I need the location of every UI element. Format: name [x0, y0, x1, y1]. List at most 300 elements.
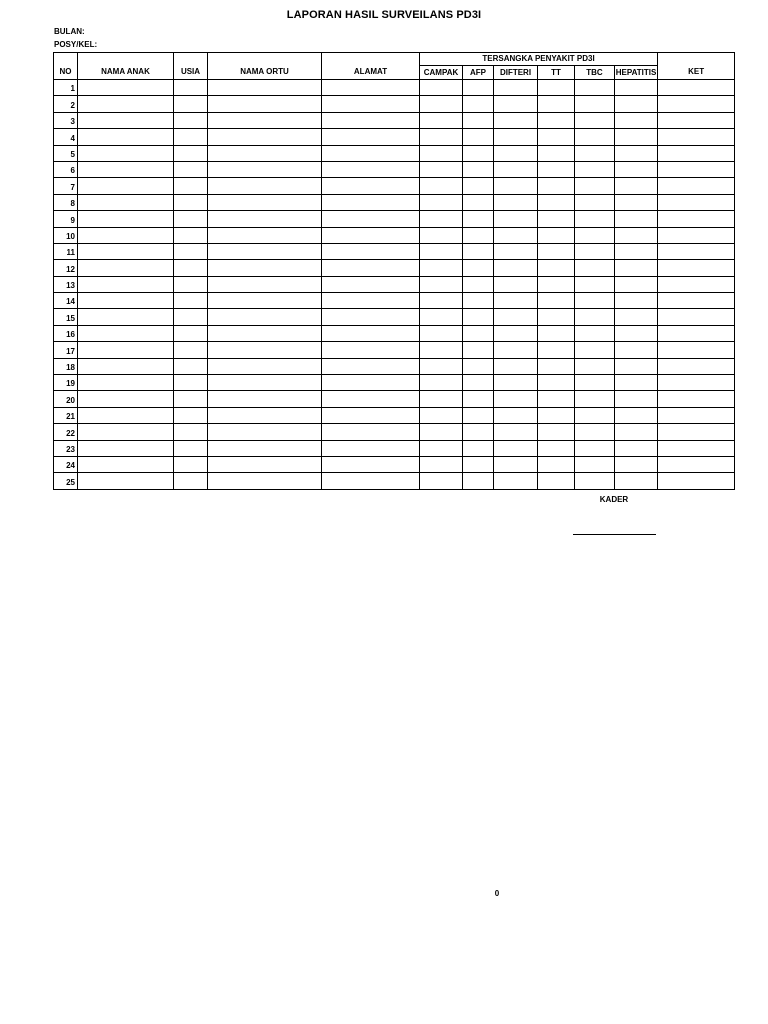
table-cell: [494, 178, 538, 194]
row-number: 15: [54, 309, 78, 325]
table-cell: [174, 375, 208, 391]
table-cell: [420, 112, 463, 128]
table-cell: [78, 407, 174, 423]
table-cell: [208, 276, 322, 292]
table-cell: [208, 456, 322, 472]
row-number: 24: [54, 456, 78, 472]
table-cell: [538, 407, 575, 423]
table-cell: [208, 129, 322, 145]
table-cell: [615, 293, 658, 309]
table-cell: [575, 243, 615, 259]
table-cell: [575, 293, 615, 309]
row-number: 16: [54, 325, 78, 341]
table-cell: [463, 407, 494, 423]
table-cell: [575, 309, 615, 325]
table-cell: [322, 96, 420, 112]
posy-kel-label: POSY/KEL:: [54, 40, 98, 49]
surveillance-table: [53, 52, 735, 490]
table-cell: [615, 391, 658, 407]
table-cell: [494, 129, 538, 145]
table-cell: [322, 161, 420, 177]
table-cell: [494, 325, 538, 341]
table-cell: [78, 194, 174, 210]
table-cell: [78, 276, 174, 292]
table-cell: [322, 424, 420, 440]
table-cell: [174, 473, 208, 489]
table-cell: [78, 375, 174, 391]
table-cell: [420, 80, 463, 96]
table-cell: [463, 456, 494, 472]
table-cell: [494, 424, 538, 440]
table-cell: [658, 293, 735, 309]
table-cell: [463, 473, 494, 489]
table-cell: [658, 375, 735, 391]
table-cell: [463, 211, 494, 227]
row-number: 8: [54, 194, 78, 210]
table-cell: [78, 325, 174, 341]
table-cell: [463, 424, 494, 440]
table-cell: [615, 112, 658, 128]
table-cell: [494, 407, 538, 423]
table-cell: [494, 161, 538, 177]
table-cell: [208, 260, 322, 276]
row-number: 23: [54, 440, 78, 456]
table-cell: [208, 227, 322, 243]
table-cell: [208, 407, 322, 423]
col-header-nama-anak: NAMA ANAK: [78, 53, 174, 80]
table-cell: [78, 260, 174, 276]
table-cell: [494, 342, 538, 358]
table-cell: [658, 145, 735, 161]
table-cell: [463, 129, 494, 145]
table-body: [54, 80, 735, 490]
table-cell: [615, 96, 658, 112]
table-cell: [658, 80, 735, 96]
row-number: 4: [54, 129, 78, 145]
col-header-no: NO: [54, 53, 78, 80]
table-row: [54, 473, 735, 489]
row-number: 11: [54, 243, 78, 259]
table-cell: [420, 342, 463, 358]
row-number: 3: [54, 112, 78, 128]
table-cell: [322, 456, 420, 472]
table-cell: [322, 375, 420, 391]
table-cell: [174, 211, 208, 227]
table-cell: [615, 129, 658, 145]
table-cell: [615, 407, 658, 423]
table-cell: [538, 80, 575, 96]
table-cell: [575, 194, 615, 210]
table-cell: [208, 145, 322, 161]
table-cell: [174, 227, 208, 243]
table-cell: [494, 309, 538, 325]
table-cell: [420, 293, 463, 309]
table-cell: [420, 96, 463, 112]
table-cell: [322, 440, 420, 456]
table-cell: [538, 145, 575, 161]
table-cell: [78, 178, 174, 194]
table-cell: [658, 112, 735, 128]
table-cell: [174, 129, 208, 145]
table-cell: [322, 211, 420, 227]
table-cell: [208, 243, 322, 259]
table-cell: [615, 440, 658, 456]
table-cell: [615, 325, 658, 341]
table-cell: [174, 112, 208, 128]
table-cell: [538, 178, 575, 194]
col-header-difteri: DIFTERI: [494, 66, 538, 80]
table-cell: [494, 112, 538, 128]
table-cell: [494, 456, 538, 472]
table-cell: [463, 309, 494, 325]
table-cell: [538, 293, 575, 309]
table-cell: [463, 178, 494, 194]
table-row: [54, 178, 735, 194]
row-number: 20: [54, 391, 78, 407]
table-cell: [174, 342, 208, 358]
table-cell: [538, 96, 575, 112]
col-header-tt: TT: [538, 66, 575, 80]
table-cell: [615, 276, 658, 292]
table-cell: [322, 325, 420, 341]
table-cell: [658, 391, 735, 407]
table-cell: [658, 342, 735, 358]
table-cell: [658, 407, 735, 423]
table-cell: [658, 96, 735, 112]
table-cell: [658, 260, 735, 276]
table-cell: [78, 129, 174, 145]
table-cell: [658, 211, 735, 227]
table-header-row: [54, 53, 735, 66]
table-cell: [208, 440, 322, 456]
table-cell: [615, 194, 658, 210]
table-cell: [174, 96, 208, 112]
table-cell: [575, 456, 615, 472]
table-cell: [494, 391, 538, 407]
table-cell: [575, 325, 615, 341]
table-cell: [322, 309, 420, 325]
table-cell: [658, 129, 735, 145]
row-number: 22: [54, 424, 78, 440]
row-number: 2: [54, 96, 78, 112]
table-cell: [538, 342, 575, 358]
row-number: 18: [54, 358, 78, 374]
table-cell: [208, 473, 322, 489]
table-cell: [420, 276, 463, 292]
table-cell: [494, 80, 538, 96]
row-number: 9: [54, 211, 78, 227]
table-cell: [575, 358, 615, 374]
table-cell: [420, 260, 463, 276]
table-row: [54, 342, 735, 358]
table-cell: [463, 96, 494, 112]
table-cell: [615, 178, 658, 194]
table-row: [54, 309, 735, 325]
table-cell: [538, 211, 575, 227]
table-cell: [463, 194, 494, 210]
table-row: [54, 424, 735, 440]
table-cell: [174, 309, 208, 325]
row-number: 1: [54, 80, 78, 96]
table-cell: [208, 194, 322, 210]
table-cell: [322, 342, 420, 358]
table-cell: [538, 391, 575, 407]
table-cell: [658, 309, 735, 325]
table-row: [54, 358, 735, 374]
table-cell: [538, 440, 575, 456]
table-cell: [78, 342, 174, 358]
table-cell: [615, 80, 658, 96]
col-header-usia: USIA: [174, 53, 208, 80]
table-cell: [420, 161, 463, 177]
table-cell: [78, 293, 174, 309]
kader-label: KADER: [599, 495, 629, 504]
table-cell: [78, 227, 174, 243]
col-header-campak: CAMPAK: [420, 66, 463, 80]
table-cell: [420, 440, 463, 456]
table-cell: [615, 375, 658, 391]
table-cell: [575, 440, 615, 456]
table-cell: [538, 325, 575, 341]
table-cell: [78, 243, 174, 259]
table-cell: [538, 260, 575, 276]
page-number: 0: [494, 889, 500, 898]
table-cell: [208, 375, 322, 391]
table-cell: [494, 375, 538, 391]
table-cell: [463, 325, 494, 341]
row-number: 17: [54, 342, 78, 358]
table-row: [54, 391, 735, 407]
table-cell: [208, 309, 322, 325]
table-cell: [658, 424, 735, 440]
table-cell: [615, 260, 658, 276]
table-cell: [538, 227, 575, 243]
col-header-tbc: TBC: [575, 66, 615, 80]
table-cell: [208, 211, 322, 227]
table-cell: [463, 112, 494, 128]
table-cell: [575, 391, 615, 407]
table-cell: [174, 358, 208, 374]
table-cell: [575, 161, 615, 177]
table-cell: [658, 473, 735, 489]
table-cell: [208, 424, 322, 440]
table-cell: [575, 112, 615, 128]
table-cell: [463, 342, 494, 358]
table-cell: [658, 325, 735, 341]
table-cell: [463, 358, 494, 374]
table-cell: [575, 473, 615, 489]
table-cell: [575, 276, 615, 292]
table-cell: [658, 161, 735, 177]
table-cell: [420, 407, 463, 423]
table-cell: [658, 194, 735, 210]
row-number: 21: [54, 407, 78, 423]
table-cell: [420, 211, 463, 227]
table-cell: [463, 440, 494, 456]
table-cell: [658, 440, 735, 456]
row-number: 5: [54, 145, 78, 161]
table-cell: [463, 145, 494, 161]
table-cell: [78, 473, 174, 489]
table-cell: [174, 293, 208, 309]
table-cell: [322, 293, 420, 309]
table-cell: [575, 80, 615, 96]
table-cell: [322, 358, 420, 374]
table-cell: [538, 358, 575, 374]
table-cell: [615, 358, 658, 374]
table-cell: [538, 276, 575, 292]
table-cell: [78, 309, 174, 325]
table-cell: [494, 227, 538, 243]
table-row: [54, 227, 735, 243]
table-cell: [538, 473, 575, 489]
table-cell: [322, 145, 420, 161]
row-number: 25: [54, 473, 78, 489]
table-cell: [174, 325, 208, 341]
table-cell: [174, 145, 208, 161]
document-title: LAPORAN HASIL SURVEILANS PD3I: [286, 9, 482, 21]
table-cell: [575, 145, 615, 161]
table-cell: [78, 440, 174, 456]
table-cell: [463, 80, 494, 96]
col-header-tersangka-group: TERSANGKA PENYAKIT PD3I: [420, 53, 658, 66]
table-cell: [575, 227, 615, 243]
table-cell: [78, 456, 174, 472]
table-cell: [463, 243, 494, 259]
table-row: [54, 293, 735, 309]
table-cell: [208, 96, 322, 112]
table-cell: [174, 391, 208, 407]
table-cell: [174, 161, 208, 177]
table-row: [54, 129, 735, 145]
table-cell: [494, 194, 538, 210]
table-row: [54, 145, 735, 161]
table-cell: [174, 260, 208, 276]
table-cell: [208, 342, 322, 358]
table-cell: [658, 358, 735, 374]
table-cell: [420, 178, 463, 194]
table-cell: [208, 178, 322, 194]
table-cell: [538, 129, 575, 145]
table-cell: [174, 407, 208, 423]
table-row: [54, 80, 735, 96]
col-header-ket: KET: [658, 53, 735, 80]
signature-line: [573, 534, 656, 535]
table-row: [54, 194, 735, 210]
table-row: [54, 96, 735, 112]
table-cell: [78, 112, 174, 128]
table-cell: [538, 375, 575, 391]
table-cell: [322, 243, 420, 259]
table-cell: [174, 456, 208, 472]
row-number: 13: [54, 276, 78, 292]
table-cell: [420, 194, 463, 210]
table-cell: [174, 80, 208, 96]
table-cell: [420, 375, 463, 391]
table-cell: [174, 276, 208, 292]
table-cell: [494, 473, 538, 489]
table-cell: [538, 161, 575, 177]
table-cell: [538, 424, 575, 440]
table-cell: [494, 358, 538, 374]
table-cell: [575, 260, 615, 276]
table-row: [54, 375, 735, 391]
table-cell: [575, 407, 615, 423]
table-cell: [538, 194, 575, 210]
table-cell: [322, 407, 420, 423]
table-cell: [78, 424, 174, 440]
table-cell: [615, 243, 658, 259]
table-cell: [420, 243, 463, 259]
table-cell: [208, 391, 322, 407]
table-cell: [494, 145, 538, 161]
table-cell: [420, 358, 463, 374]
table-cell: [322, 260, 420, 276]
table-cell: [615, 473, 658, 489]
table-cell: [615, 456, 658, 472]
table-cell: [494, 260, 538, 276]
table-cell: [615, 424, 658, 440]
table-cell: [322, 276, 420, 292]
table-cell: [494, 276, 538, 292]
table-cell: [78, 211, 174, 227]
table-row: [54, 325, 735, 341]
table-cell: [78, 358, 174, 374]
table-cell: [538, 309, 575, 325]
table-cell: [420, 129, 463, 145]
table-row: [54, 440, 735, 456]
table-cell: [615, 227, 658, 243]
table-cell: [208, 358, 322, 374]
table-cell: [494, 96, 538, 112]
table-cell: [575, 211, 615, 227]
table-row: [54, 456, 735, 472]
table-cell: [658, 276, 735, 292]
table-cell: [420, 456, 463, 472]
table-cell: [78, 145, 174, 161]
table-cell: [208, 80, 322, 96]
table-cell: [174, 243, 208, 259]
table-cell: [463, 375, 494, 391]
table-cell: [420, 145, 463, 161]
table-cell: [538, 243, 575, 259]
col-header-hepatitis: HEPATITIS: [615, 66, 658, 80]
table-cell: [658, 243, 735, 259]
table-cell: [463, 260, 494, 276]
table-cell: [78, 80, 174, 96]
table-cell: [420, 227, 463, 243]
row-number: 10: [54, 227, 78, 243]
table-cell: [575, 129, 615, 145]
table-row: [54, 260, 735, 276]
table-cell: [322, 178, 420, 194]
table-row: [54, 112, 735, 128]
table-cell: [658, 227, 735, 243]
table-cell: [322, 194, 420, 210]
table-cell: [575, 375, 615, 391]
table-cell: [615, 309, 658, 325]
row-number: 12: [54, 260, 78, 276]
table-row: [54, 407, 735, 423]
table-row: [54, 161, 735, 177]
row-number: 7: [54, 178, 78, 194]
table-cell: [538, 456, 575, 472]
table-cell: [494, 293, 538, 309]
table-cell: [463, 391, 494, 407]
table-row: [54, 243, 735, 259]
table-cell: [463, 293, 494, 309]
table-cell: [420, 473, 463, 489]
